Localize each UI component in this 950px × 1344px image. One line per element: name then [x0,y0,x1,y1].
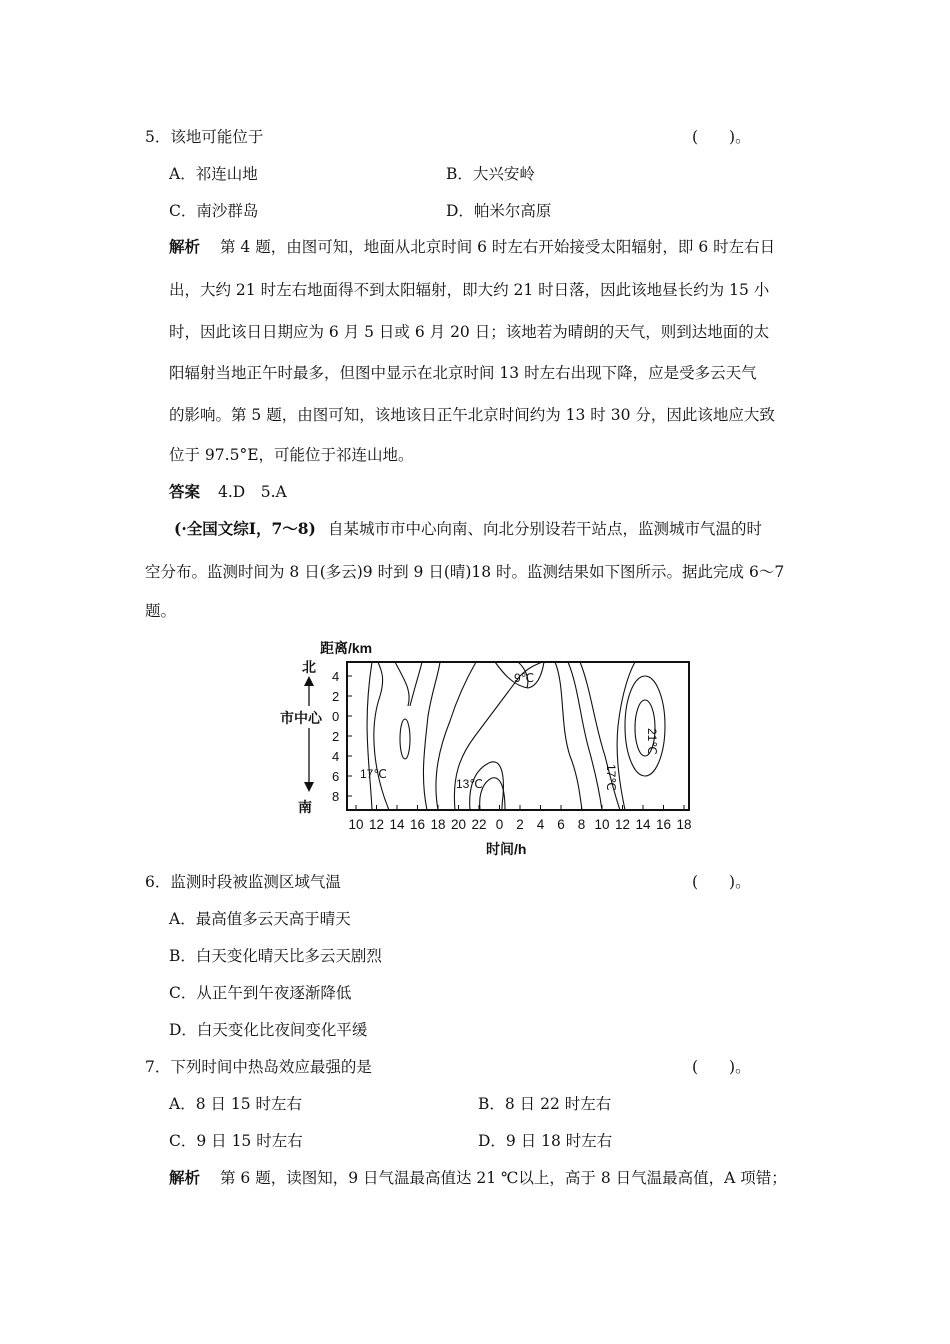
y-tick-label: 4 [332,669,340,684]
x-tick-label: 2 [516,817,524,832]
y-tick-label: 0 [332,709,340,724]
q6-stem: 6．监测时段被监测区域气温 [145,873,341,891]
q5-option-c: C．南沙群岛 [169,202,259,220]
analysis1-line-5: 的影响。第 5 题，由图可知，该地该日正午北京时间约为 13 时 30 分，因此该地应大致 [169,406,775,424]
x-tick-label: 18 [430,817,446,832]
analysis2-text: 第 6 题，读图知，9 日气温最高值达 21 ℃以上，高于 8 日气温最高值，A 项错； [220,1169,787,1187]
q7-stem: 7．下列时间中热岛效应最强的是 [145,1058,372,1076]
direction-center: 市中心 [280,710,322,726]
q5-option-a: A．祁连山地 [169,165,258,183]
x-tick-label: 12 [368,817,385,832]
contour-label-13c: 13℃ [456,777,483,791]
answer1-text: 4.D 5.A [218,483,287,501]
y-tick-label: 4 [332,749,340,764]
x-axis-title: 时间/h [486,841,527,857]
q5-stem: 5．该地可能位于 [145,128,264,146]
q7-option-c: C．9 日 15 时左右 [169,1132,303,1150]
answer1-label: 答案 [169,482,201,501]
intro-line-2: 空分布。监测时间为 8 日(多云)9 时到 9 日(晴)18 时。监测结果如下图所示。据此完成 6～7 [145,563,785,581]
x-tick-label: 22 [471,817,487,832]
y-tick-label: 8 [332,789,340,804]
contour-label-17c-left: 17℃ [360,767,387,781]
analysis1-line-4: 阳辐射当地正午时最多，但图中显示在北京时间 13 时左右出现下降，应是受多云天气 [169,364,757,382]
x-tick-label: 18 [676,817,692,832]
q7-answer-paren: ( )。 [692,1058,751,1076]
q6-option-d: D．白天变化比夜间变化平缓 [169,1021,368,1039]
q6-option-a: A．最高值多云天高于晴天 [169,910,351,928]
analysis1-line-3: 时，因此该日日期应为 6 月 5 日或 6 月 20 日；该地若为晴朗的天气，则到达地面的太 [169,323,770,341]
x-tick-label: 14 [389,817,405,832]
analysis2-label: 解析 [169,1168,201,1187]
contour-label-17c-right: 17℃ [604,764,618,791]
y-tick-label: 6 [332,769,340,784]
x-tick-label: 8 [577,817,586,832]
temperature-contour-chart [280,636,700,861]
q6-option-c: C．从正午到午夜逐渐降低 [169,984,352,1002]
q5-option-b: B．大兴安岭 [446,165,535,183]
q6-answer-paren: ( )。 [692,873,751,891]
y-tick-label: 2 [332,729,340,744]
analysis1-line-2: 出，大约 21 时左右地面得不到太阳辐射，即大约 21 时日落，因此该地昼长约为 15 小 [169,281,770,299]
intro-line-1: 自某城市市中心向南、向北分别设若干站点，监测城市气温的时 [328,520,763,538]
x-tick-label: 6 [557,817,565,832]
x-tick-label: 16 [409,817,426,832]
direction-arrows [304,676,314,792]
q5-option-d: D．帕米尔高原 [446,202,552,220]
x-tick-label: 0 [495,817,504,832]
x-tick-label: 20 [450,817,467,832]
q7-option-b: B．8 日 22 时左右 [478,1095,612,1113]
contour-label-9c: 9℃ [514,671,535,685]
direction-south: 南 [298,799,312,815]
x-tick-label: 16 [655,817,672,832]
x-tick-label: 10 [594,817,610,832]
intro-source: (·全国文综Ⅰ，7～8) [174,519,316,538]
q7-option-d: D．9 日 18 时左右 [478,1132,613,1150]
x-tick-label: 4 [536,817,545,832]
analysis1-line-6: 位于 97.5°E，可能位于祁连山地。 [169,446,414,464]
q7-option-a: A．8 日 15 时左右 [169,1095,303,1113]
x-tick-label: 10 [348,817,364,832]
intro-line-3: 题。 [145,602,177,620]
analysis1-label: 解析 [169,237,201,256]
analysis1-line-1: 第 4 题，由图可知，地面从北京时间 6 时左右开始接受太阳辐射，即 6 时左右日 [220,238,776,256]
direction-north: 北 [302,659,316,675]
q5-answer-paren: ( )。 [692,128,751,146]
x-tick-label: 14 [635,817,651,832]
x-tick-label: 12 [614,817,631,832]
y-tick-label: 2 [332,689,340,704]
contour-label-21c: 21℃ [645,728,659,755]
y-axis-title: 距离/km [320,640,373,656]
q6-option-b: B．白天变化晴天比多云天剧烈 [169,947,382,965]
